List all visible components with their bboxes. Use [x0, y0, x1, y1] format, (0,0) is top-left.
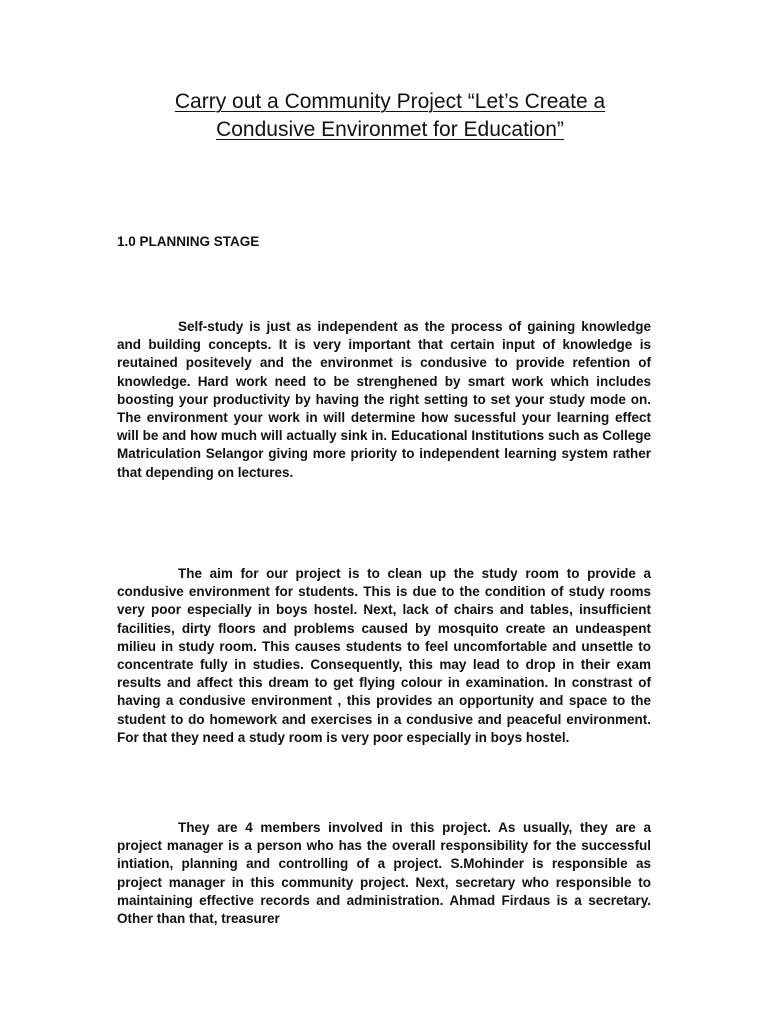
- title-line-1: Carry out a Community Project “Let’s Create a: [174, 90, 606, 113]
- paragraph-2: The aim for our project is to clean up the study room to provide a condusive environment for students. This is due to the condition of study rooms very poor especially in boys hostel. Next, lack of chairs and tables, insufficient facilities, dirty floors and problems caused by mosquito create an undeaspent milieu in study room. This causes students to feel uncomfortable and unsettle to concentrate fully in studies. Consequently, this may lead to drop in their exam results and affect this dream to get flying colour in examination. In constrast of having a condusive environment , this provides an opportunity and space to the student to do homework and exercises in a condusive and peaceful environment. For that they need a study room is very poor especially in boys hostel.: [117, 566, 651, 745]
- title-line-2: Condusive Environmet for Education”: [216, 118, 564, 141]
- document-title: [100, 88, 680, 144]
- section-heading: 1.0 PLANNING STAGE: [117, 234, 260, 249]
- paragraph-1: Self-study is just as independent as the process of gaining knowledge and building concepts. It is very important that certain input of knowledge is reutained positevely and the environmet is condusive to provide refention of knowledge. Hard work need to be strenghened by smart work which includes boosting your productivity by having the right setting to set your study mode on. The environment your work in will determine how sucessful your learning effect will be and how much will actually sink in. Educational Institutions such as College Matriculation Selangor giving more priority to independent learning system rather that depending on lectures.: [117, 319, 651, 480]
- paragraph-3: They are 4 members involved in this project. As usually, they are a project manager is a person who has the overall responsibility for the successful intiation, planning and controlling of a project. S.Mohinder is responsible as project manager in this community project. Next, secretary who responsible to maintaining effective records and administration. Ahmad Firdaus is a secretary. Other than that, treasurer: [117, 820, 651, 927]
